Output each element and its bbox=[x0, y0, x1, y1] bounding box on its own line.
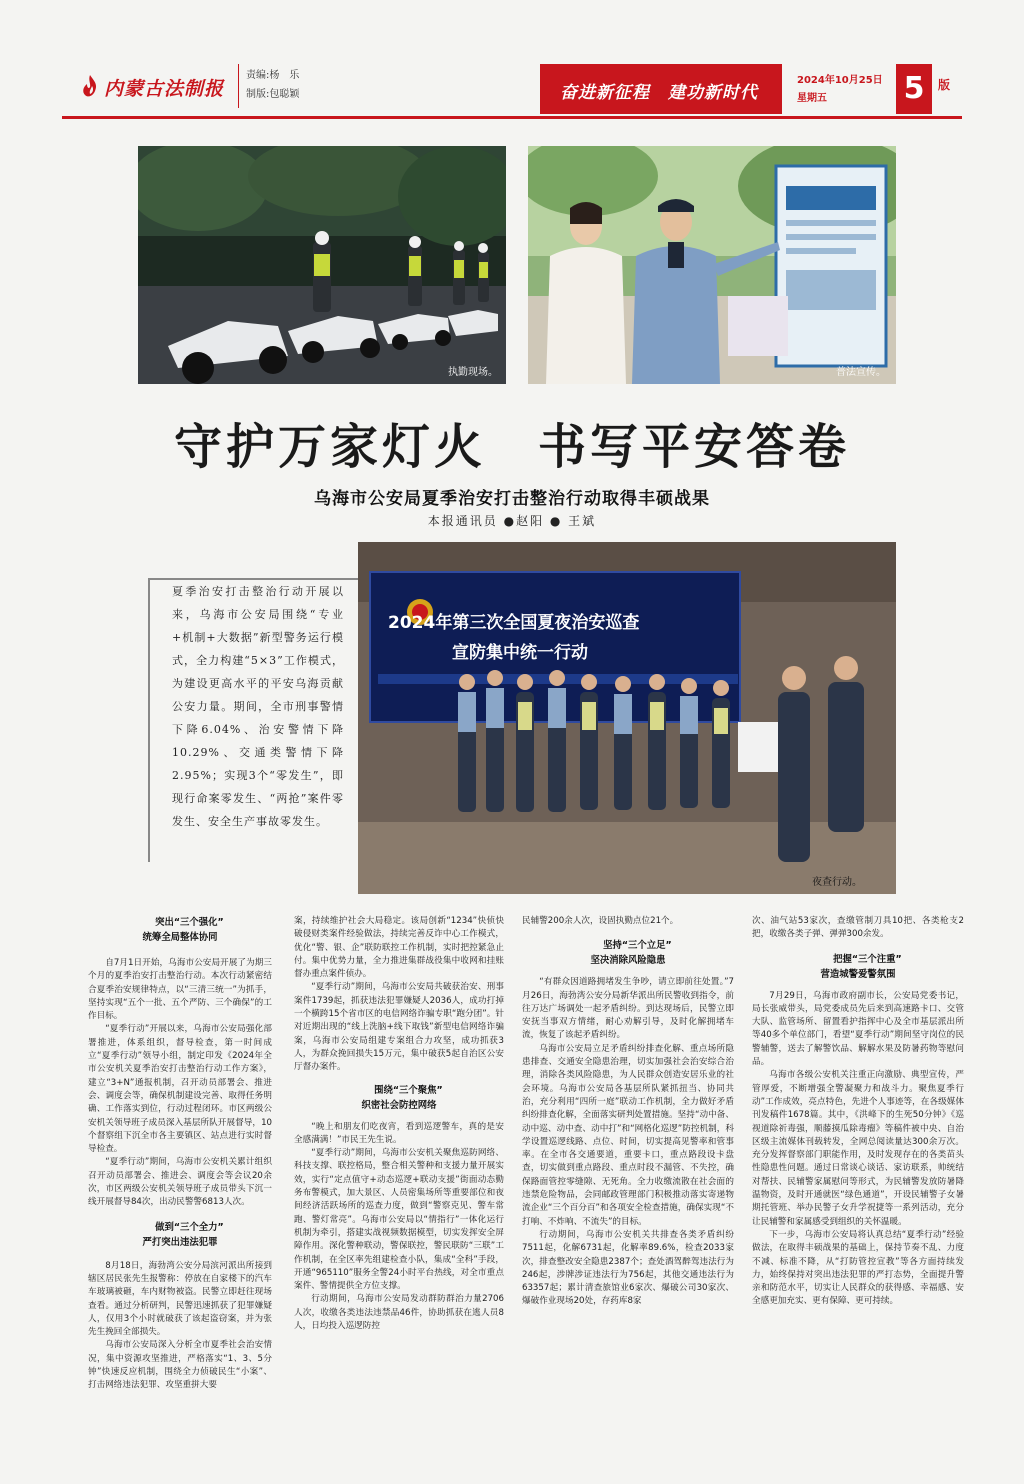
photo-caption: 执勤现场。 bbox=[448, 367, 498, 378]
lead-paragraph: 夏季治安打击整治行动开展以来，乌海市公安局围绕“专业+机制+大数据”新型警务运行模式，全力构建“5×3”工作模式，为建设更高水平的平安乌海贡献公安力量。期间，全市刑事警情下降6.04%、治安警情下降10.29%、交通类警情下降2.95%；实现3个“零发生”，即现行命案零发生、“两抢”案件零发生、安全生产事故零发生。 bbox=[172, 585, 344, 828]
paragraph: 自7月1日开始，乌海市公安局开展了为期三个月的夏季治安打击整治行动。本次行动紧密结合夏季治安规律特点，以“三清三统一”为抓手，坚持实现“五个一批、五个严防、三个确保”的工作目标。 bbox=[88, 958, 272, 1022]
section-title: 坚持“三个立足” 坚决消除风险隐患 bbox=[590, 940, 672, 967]
event-banner-line2: 宣防集中统一行动 bbox=[452, 643, 588, 663]
paragraph: 乌海市公安局深入分析全市夏季社会治安情况，集中资源攻坚推进，严格落实“1、3、5分钟”快速反应机制，围绕全力侦破民生“小案”、打击网络违法犯罪、攻坚重拼大要 bbox=[88, 1340, 272, 1391]
section-title: 围绕“三个聚焦” 织密社会防控网络 bbox=[361, 1084, 443, 1111]
photo-duty-scene bbox=[138, 146, 506, 384]
section-title: 做到“三个全力” 严打突出违法犯罪 bbox=[142, 1221, 224, 1248]
column-3 bbox=[522, 915, 734, 1309]
date-text: 2024年10月25日 bbox=[797, 75, 883, 86]
section-title: 把握“三个注重” 营造城警爱警氛围 bbox=[820, 953, 902, 980]
paragraph: “夏季行动”开展以来，乌海市公安局强化部署推进，体系组织，督导检查，第一时间成立“夏季行动”领导小组，制定印发《2024年全市公安机关夏季治安打击整治行动工作方案》，建立“3+N”通报机制，召开动员部署会、推进会、调度会等，确保机制建设完善、取得任务明确、工作落实到位，行动过程闭环。市区两级公安机关领导班子成员深入基层所队开展督导，10个督察组下沉全市各主要镇区、站点进行实时督导检查。 bbox=[88, 1024, 272, 1155]
paragraph: 民辅警200余人次，设固执勤点位21个。 bbox=[522, 916, 679, 926]
photo-legal-promotion bbox=[528, 146, 896, 384]
weekday-text: 星期五 bbox=[797, 93, 827, 104]
editor-info bbox=[246, 66, 299, 104]
page-label: 版 bbox=[938, 78, 951, 92]
photo-caption: 普法宣传。 bbox=[836, 367, 886, 378]
paragraph: 乌海市公安局立足矛盾纠纷排查化解、重点场所隐患排查、交通安全隐患治理，切实加强社会治安综合治理，消除各类风险隐患，为人民群众创造安居乐业的社会环境。乌海市公安局各基层所队紧抓扭当、协同共治，充分利用“四所一庭”联动工作机制，全力做好矛盾纠纷排查化解，全面落实研判处置措施。坚持“动中备、动中巡、动中查、动中打”和“网格化巡逻”防控机制，科学设置巡逻线路、点位、时间，切实提高见警率和管事率。在全市各交通要道，重要卡口，重点路段设卡盘查，切实做到重点路段、重点时段不漏管、不失控，确保路面管控零缝隙、无死角。全力收缴流散在社会面的违禁危险物品，会同邮政管理部门积极推动落实寄递物流企业“三个百分百”和各项安全检查措施，确保实现“不打响、不炸响、不流失”的目标。 bbox=[522, 1043, 734, 1227]
logo-text: 内蒙古法制报 bbox=[104, 77, 225, 100]
paragraph: “晚上和朋友们吃夜宵，看到巡逻警车，真的是安全感满满！”市民王先生说。 bbox=[294, 1121, 504, 1145]
flame-logo-icon bbox=[80, 74, 100, 100]
column-2 bbox=[294, 915, 504, 1333]
column-1 bbox=[88, 915, 272, 1393]
paragraph: “夏季行动”期间，乌海市公安机关聚焦巡防网络、科技支撑、联控格局，整合相关警种和支援力量开展实效，实行“定点值守+动态巡逻+联动支援”街面动态勤务布警模式，加大景区、人员密集场所等重要部位和夜间经济活跃场所的巡查力度，做到“警察克见、警车常跑、警灯常亮”。乌海市公安局以“情指行”一体化运行机制为牵引，搭建实战视频数据模型，切实发挥安全屏障作用。深化警种联动，警保联控，警民联防“三联”工作机制，在全区率先组建检查小队，集成“全科”手段，开通“965110”服务全警24小时平台热线，对全市重点案件、警情提供全方位支撑。 bbox=[294, 1148, 504, 1292]
page-number: 5 bbox=[896, 64, 932, 114]
event-banner-line1: 2024年第三次全国夏夜治安巡查 bbox=[388, 613, 640, 633]
paragraph: “夏季行动”期间，乌海市公安局共破获治安、刑事案件1739起，抓获违法犯罪嫌疑人2036人，成功打掉一个横跨15个省市区的电信网络诈骗专职“跑分团”。针对近期出现的“线上洗脑+线下取钱”新型电信网络诈骗案，乌海市公安局组建专案组合力攻坚，成功抓获3人，为群众挽回损失15万元，集中破获5起自治区公安厅督办案件。 bbox=[294, 982, 504, 1073]
paragraph: “夏季行动”期间，乌海市公安机关累计组织召开动员部署会、推进会、调度会等会议20余次，市区两级公安机关领导班子成员带头下沉一线开展督导84次，出动民警警6813人次。 bbox=[88, 1157, 272, 1208]
column-4 bbox=[752, 915, 964, 1309]
subheadline: 乌海市公安局夏季治安打击整治行动取得丰硕战果 bbox=[314, 489, 710, 509]
paragraph: 行动期间，乌海市公安机关共排查各类矛盾纠纷7511起，化解6731起，化解率89.6%，检查2033家次，排查整改安全隐患2387个；查处酒驾醉驾违法行为246起，涉牌涉证违法行为756起，其他交通违法行为63357起；累计清查旅馆业6家次、爆破公司30家次、爆破作业现场20处，存药库8家 bbox=[522, 1229, 734, 1307]
producer-name: 制版:包聪颖 bbox=[246, 89, 300, 100]
photo-caption: 夜查行动。 bbox=[812, 877, 862, 888]
paragraph: 次、油气站53家次，查缴管制刀具10把、各类枪支2把，收缴各类子弹、弹弹300余发。 bbox=[752, 916, 964, 940]
paragraph: 8月18日，海勃湾公安分局滨河派出所接到辖区居民张先生报警称：停放在自家楼下的汽车车玻璃被砸，车内财物被盗。民警立即赶往现场查看。通过分析研判，民警迅速抓获了犯罪嫌疑人，仅用3个小时就破获了该起盗窃案，并为张先生挽回全部损失。 bbox=[88, 1260, 272, 1338]
byline: 本报通讯员 ●赵阳 ● 王斌 bbox=[427, 514, 597, 528]
masthead bbox=[0, 0, 1024, 130]
newspaper-logo bbox=[80, 70, 230, 104]
masthead-rule bbox=[62, 116, 962, 119]
issue-date bbox=[797, 72, 883, 108]
paragraph: “有群众因道路拥堵发生争吵，请立即前往处置。”7月26日，海勃湾公安分局新华派出所民警收到指令，前往万达广场调处一起矛盾纠纷。到达现场后，民警立即安抚当事双方情绪，耐心劝解引导，及时化解拥堵车流，恢复了该起矛盾纠纷。 bbox=[522, 977, 734, 1041]
paragraph: 行动期间，乌海市公安局发动群防群治力量2706人次，收缴各类违法违禁品46件，协助抓获在逃人员8人，日均投入巡逻防控 bbox=[294, 1294, 504, 1332]
paragraph: 乌海市各级公安机关注重正向激励、典型宣传，严管厚爱，不断增强全警凝聚力和战斗力。聚焦夏季行动”工作成效，亮点特色，先进个人事迹等，在各级媒体刊发稿件1678篇。其中，《洪峰下的生死50分钟》《巡视道除祈毒强，顺藤摸瓜除毒瘤》等稿件被中央、自治区级主流媒体刊载转发，全网总阅读量达300余万次。充分发挥督察部门职能作用，及时发现存在的各类苗头性隐患性问题。通过日常谈心谈话、家访联系，帅统结对帮扶、民辅警家属慰问等形式，为民辅警发放防暑降温物资，及时开通就医“绿色通道”，开设民辅警子女暑期托管班、举办民警子女升学祝捷等一系列活动，充分让民辅警和家属感受到组织的关怀温暖。 bbox=[752, 1070, 964, 1227]
slogan-text: 奋进新征程 建功新时代 bbox=[560, 83, 758, 103]
paragraph: 7月29日，乌海市政府副市长，公安局党委书记，局长张威带头，局党委成员先后来到高速路卡口、交管大队、监管场所、留置看护指挥中心及全市基层派出所等40多个单位部门，看望“夏季行动”期间坚守岗位的民警辅警，送去了解警饮品、解解水果及防暑药物等慰问品。 bbox=[752, 990, 964, 1068]
masthead-divider bbox=[238, 64, 239, 108]
paragraph: 下一步，乌海市公安局将认真总结“夏季行动”经验做法，在取得丰硕战果的基础上，保持节奏不乱、力度不减、标准不降，从“打防管控宣教”等各方面持续发力，始终保持对突出违法犯罪的严打态势，全面提升警亲和防范水平，切实让人民群众的获得感、幸福感、安全感更加充实、更有保障、更可持续。 bbox=[752, 1229, 964, 1307]
paragraph: 案，持续维护社会大局稳定。该局创新“1234”快侦快破侵财类案件经验做法，持续完善反诈中心工作模式，优化“警、银、企”联防联控工作机制，实时把控紧急止付。集中优势力量，全力推进集群战役集中收网和挂账督办重点案件侦办。 bbox=[294, 916, 504, 980]
headline: 守护万家灯火 书写平安答卷 bbox=[173, 419, 850, 475]
section-title: 突出“三个强化” 统筹全局整体协同 bbox=[142, 917, 224, 943]
photo-night-operation bbox=[358, 542, 896, 894]
editor-name: 责编:杨 乐 bbox=[246, 70, 300, 81]
